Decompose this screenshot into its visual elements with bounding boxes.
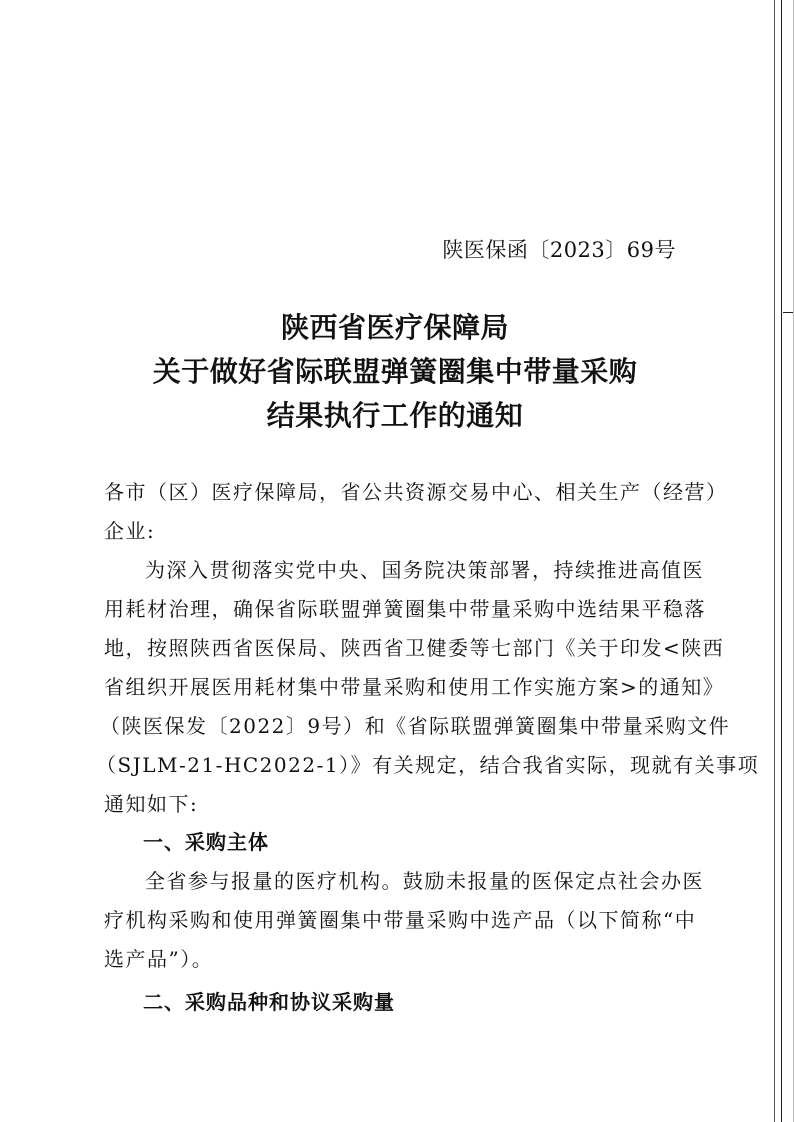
section-heading: 二、采购品种和协议采购量 [143,990,395,1014]
paragraph-line: 用耗材治理，确保省际联盟弹簧圈集中带量采购中选结果平稳落 [104,597,706,621]
paragraph-line: （SJLM-21-HC2022-1）》有关规定，结合我省实际，现就有关事项 [96,753,760,777]
paragraph-line: （陕医保发〔2022〕9号）和《省际联盟弹簧圈集中带量采购文件 [100,714,731,738]
document-title [100,306,690,438]
title-line: 关于做好省际联盟弹簧圈集中带量采购 [152,355,638,388]
paragraph-line: 通知如下: [104,792,199,816]
salutation-line: 企业: [104,519,156,543]
paragraph-line: 疗机构采购和使用弹簧圈集中带量采购中选产品（以下简称“中 [104,908,697,932]
scan-edge-tick [783,312,793,313]
paragraph-line: 省组织开展医用耗材集中带量采购和使用工作实施方案>的通知》 [104,675,725,699]
scan-edge-line [781,0,782,1122]
paragraph-line: 地，按照陕西省医保局、陕西省卫健委等七部门《关于印发<陕西 [104,636,725,660]
paragraph-line: 选产品”）。 [104,947,214,971]
paragraph-line: 为深入贯彻落实党中央、国务院决策部署，持续推进高值医 [145,558,704,582]
salutation-line: 各市（区）医疗保障局，省公共资源交易中心、相关生产（经营） [104,480,728,504]
title-line: 结果执行工作的通知 [266,399,524,432]
section-heading: 一、采购主体 [143,830,269,854]
document-number: 陕医保函〔2023〕69号 [442,238,676,262]
title-line: 陕西省医疗保障局 [280,311,509,344]
scan-edge-line [774,0,775,1122]
paragraph-line: 全省参与报量的医疗机构。鼓励未报量的医保定点社会办医 [145,869,704,893]
